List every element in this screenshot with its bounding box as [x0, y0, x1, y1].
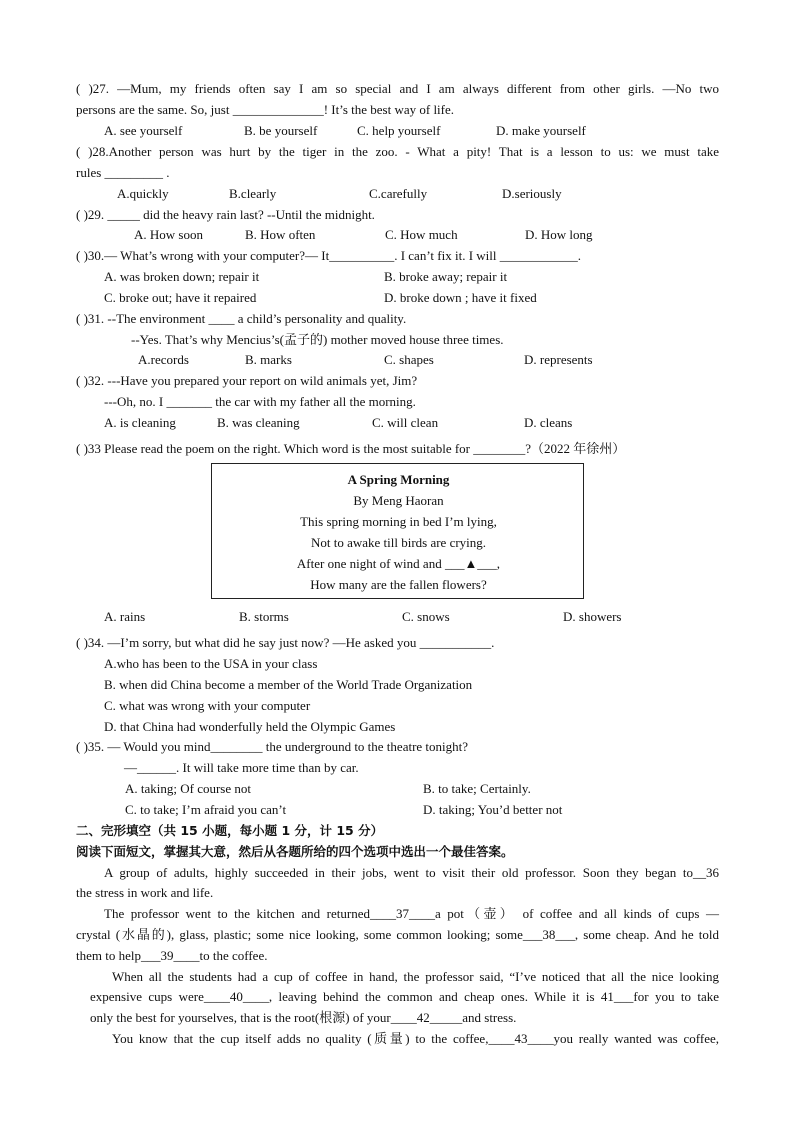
q27-option-c[interactable]: C. help yourself [357, 123, 441, 138]
q28-stem: ( )28.Another person was hurt by the tiger in the zoo. - What a pity! That is a lesson to us: we must take [76, 144, 719, 159]
poem-line-3: After one night of wind and ___▲___, [296, 556, 501, 571]
q28-stem-cont: rules _________ . [76, 165, 170, 180]
q33-stem: ( )33 Please read the poem on the right. Which word is the most suitable for ________?（2022 年徐州） [76, 441, 626, 456]
q27-option-a[interactable]: A. see yourself [104, 123, 183, 138]
q31-stem-cont: --Yes. That’s why Mencius’s(孟子的) mother moved house three times. [131, 332, 504, 347]
q29-option-c[interactable]: C. How much [385, 227, 458, 242]
q27-option-b[interactable]: B. be yourself [244, 123, 318, 138]
section-heading: 二、完形填空（共 15 小题，每小题 1 分，计 15 分） [76, 823, 384, 838]
passage-p1-line2: the stress in work and life. [76, 885, 214, 900]
q30-option-c[interactable]: C. broke out; have it repaired [104, 290, 257, 305]
q34-option-c[interactable]: C. what was wrong with your computer [104, 698, 311, 713]
q27-stem: ( )27. —Mum, my friends often say I am so special and I am always different from other girls. —No two [76, 81, 719, 96]
passage-p4-line1: You know that the cup itself adds no quality (质量) to the coffee,____43____you really wanted was coffee, [112, 1031, 719, 1046]
q33-option-a[interactable]: A. rains [104, 609, 146, 624]
q33-option-b[interactable]: B. storms [239, 609, 289, 624]
q31-option-c[interactable]: C. shapes [384, 352, 434, 367]
q28-option-d[interactable]: D.seriously [502, 186, 562, 201]
q31-option-a[interactable]: A.records [138, 352, 189, 367]
q28-option-a[interactable]: A.quickly [117, 186, 169, 201]
q30-option-a[interactable]: A. was broken down; repair it [104, 269, 260, 284]
q29-option-b[interactable]: B. How often [245, 227, 316, 242]
q35-option-a[interactable]: A. taking; Of course not [125, 781, 252, 796]
q33-option-c[interactable]: C. snows [402, 609, 450, 624]
q31-option-b[interactable]: B. marks [245, 352, 292, 367]
q27-option-d[interactable]: D. make yourself [496, 123, 586, 138]
poem-author: By Meng Haoran [353, 493, 444, 508]
passage-p3-line1: When all the students had a cup of coffee in hand, the professor said, “I’ve noticed that all the nice looking [112, 969, 719, 984]
q35-stem: ( )35. — Would you mind________ the underground to the theatre tonight? [76, 739, 469, 754]
poem-line-4: How many are the fallen flowers? [310, 577, 487, 592]
q34-option-a[interactable]: A.who has been to the USA in your class [104, 656, 318, 671]
q29-option-d[interactable]: D. How long [525, 227, 593, 242]
q32-stem-cont: ---Oh, no. I _______ the car with my father all the morning. [104, 394, 416, 409]
q33-option-d[interactable]: D. showers [563, 609, 622, 624]
q34-option-b[interactable]: B. when did China become a member of the World Trade Organization [104, 677, 473, 692]
q35-option-d[interactable]: D. taking; You’d better not [423, 802, 563, 817]
q27-stem-cont: persons are the same. So, just ______________! It’s the best way of life. [76, 102, 455, 117]
passage-p2-line1: The professor went to the kitchen and returned____37____a pot（壶） of coffee and all kinds of cups — [104, 906, 719, 921]
q30-option-d[interactable]: D. broke down ; have it fixed [384, 290, 537, 305]
q31-stem: ( )31. --The environment ____ a child’s personality and quality. [76, 311, 407, 326]
section-instruction: 阅读下面短文，掌握其大意，然后从各题所给的四个选项中选出一个最佳答案。 [76, 844, 514, 859]
passage-p3-line2: expensive cups were____40____, leaving behind the common and cheap ones. While it is 41___for you to take [90, 989, 719, 1004]
q32-option-a[interactable]: A. is cleaning [104, 415, 176, 430]
poem-line-1: This spring morning in bed I’m lying, [300, 514, 497, 529]
q35-option-b[interactable]: B. to take; Certainly. [423, 781, 531, 796]
q31-option-d[interactable]: D. represents [524, 352, 593, 367]
q30-stem: ( )30.— What’s wrong with your computer?— It__________. I can’t fix it. I will ____________. [76, 248, 582, 263]
q32-option-c[interactable]: C. will clean [372, 415, 439, 430]
q32-stem: ( )32. ---Have you prepared your report on wild animals yet, Jim? [76, 373, 418, 388]
passage-p2-line3: them to help___39____to the coffee. [76, 948, 268, 963]
poem-box [211, 463, 584, 599]
q29-stem: ( )29. _____ did the heavy rain last? --Until the midnight. [76, 207, 375, 222]
q32-option-b[interactable]: B. was cleaning [217, 415, 300, 430]
q35-stem-cont: —______. It will take more time than by car. [124, 760, 359, 775]
q30-option-b[interactable]: B. broke away; repair it [384, 269, 508, 284]
poem-title: A Spring Morning [347, 472, 450, 487]
q34-option-d[interactable]: D. that China had wonderfully held the Olympic Games [104, 719, 396, 734]
q32-option-d[interactable]: D. cleans [524, 415, 573, 430]
q28-option-b[interactable]: B.clearly [229, 186, 277, 201]
passage-p1-line1: A group of adults, highly succeeded in their jobs, went to visit their old professor. Soon they began to__36 [104, 865, 719, 880]
q34-stem: ( )34. —I’m sorry, but what did he say just now? —He asked you ___________. [76, 635, 495, 650]
passage-p2-line2: crystal (水晶的), glass, plastic; some nice looking, some common looking; some___38___, some cheap. And he told [76, 927, 719, 942]
q35-option-c[interactable]: C. to take; I’m afraid you can’t [125, 802, 287, 817]
q29-option-a[interactable]: A. How soon [134, 227, 203, 242]
q28-option-c[interactable]: C.carefully [369, 186, 428, 201]
passage-p3-line3: only the best for yourselves, that is the root(根源) of your____42_____and stress. [90, 1010, 517, 1025]
poem-line-2: Not to awake till birds are crying. [310, 535, 487, 550]
